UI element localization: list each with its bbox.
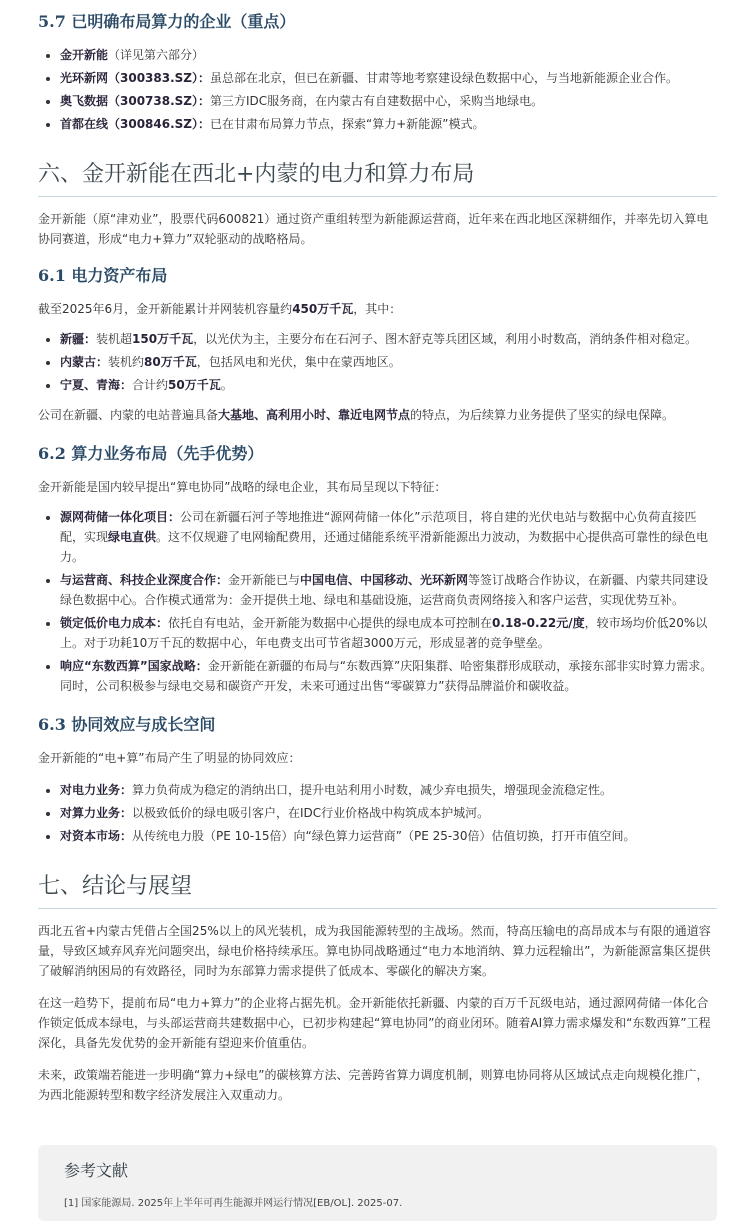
text-run: 等签订战略合作协议，在新疆、内蒙共同建设绿色数据中心。合作模式通常为：金开提供土地、绿电和基础设施，运营商负责网络接入和客户运营，实现优势互补。 xyxy=(60,573,709,607)
list-item xyxy=(60,91,717,111)
text-run: 合计约 xyxy=(132,378,169,392)
bold-text: 对电力业务： xyxy=(60,783,133,797)
text-run: 虽总部在北京，但已在新疆、甘肃等地考察建设绿色数据中心，与当地新能源企业合作。 xyxy=(210,71,679,85)
text-run: 算力负荷成为稳定的消纳出口，提升电站利用小时数，减少弃电损失，增强现金流稳定性。 xyxy=(132,783,613,797)
text-run: 装机超 xyxy=(96,332,133,346)
bold-text: 80万千瓦 xyxy=(144,355,197,369)
paragraph xyxy=(38,209,717,249)
list-item xyxy=(60,570,717,610)
text-run: ，以光伏为主，主要分布在石河子、图木舒克等兵团区域，利用小时数高，消纳条件相对稳定。 xyxy=(193,332,698,346)
paragraph xyxy=(38,477,717,497)
bold-text: 响应“东数西算”国家战略： xyxy=(60,659,208,673)
text-run: 。这不仅规避了电网输配费用，还通过储能系统平滑新能源出力波动，为数据中心提供高可靠性的绿色电力。 xyxy=(60,530,709,564)
subsection-heading: 6.1 电力资产布局 xyxy=(38,266,168,285)
text-run: 金开新能（原“津劝业”，股票代码600821）通过资产重组转型为新能源运营商，近年来在西北地区深耕细作，并率先切入算电协同赛道，形成“电力+算力”双轮驱动的战略格局。 xyxy=(38,212,709,246)
paragraph xyxy=(38,993,717,1053)
bold-text: 450万千瓦 xyxy=(292,302,354,316)
text-run: 未来，政策端若能进一步明确“算力+绿电”的碳核算方法、完善跨省算力调度机制，则算电协同将从区域试点走向规模化推广，为西北能源转型和数字经济发展注入双重动力。 xyxy=(38,1068,709,1102)
references-box xyxy=(38,1145,717,1221)
text-run: ，其中： xyxy=(353,302,402,316)
bold-text: 对资本市场： xyxy=(60,829,133,843)
article-content xyxy=(38,11,717,1105)
subsection-heading: 5.7 已明确布局算力的企业（重点） xyxy=(38,12,296,31)
paragraph xyxy=(38,748,717,768)
section-heading: 七、结论与展望 xyxy=(38,872,717,909)
text-run: 金开新能是国内较早提出“算电协同”战略的绿电企业，其布局呈现以下特征： xyxy=(38,480,447,494)
text-run: 在这一趋势下，提前布局“电力+算力”的企业将占据先机。金开新能依托新疆、内蒙的百万千瓦级电站，通过源网荷储一体化合作锁定低成本绿电，与头部运营商共建数据中心，已初步构建起“算电协同”的商业闭环。随着AI算力需求爆发和“东数西算”工程深化，具备先发优势的金开新能有望迎来价值重估。 xyxy=(38,996,711,1050)
bold-text: 0.18-0.22元/度 xyxy=(492,616,585,630)
list-item xyxy=(60,826,717,846)
bold-text: 中国电信、中国移动、光环新网 xyxy=(300,573,469,587)
references-title: 参考文献 xyxy=(64,1161,129,1180)
bold-text: 150万千瓦 xyxy=(132,332,194,346)
text-run: 金开新能的“电+算”布局产生了明显的协同效应： xyxy=(38,751,301,765)
paragraph xyxy=(38,405,717,425)
bullet-list xyxy=(38,507,717,696)
list-item xyxy=(60,803,717,823)
bold-text: 奥飞数据（300738.SZ）： xyxy=(60,94,211,108)
list-item xyxy=(60,329,717,349)
paragraph xyxy=(38,299,717,319)
paragraph xyxy=(38,1065,717,1105)
list-item xyxy=(60,45,717,65)
text-run: 西北五省+内蒙古凭借占全国25%以上的风光装机，成为我国能源转型的主战场。然而，特高压输电的高昂成本与有限的通道容量，导致区域弃风弃光问题突出，绿电价格持续承压。算电协同战略通过“电力本地消纳、算力远程输出”，为新能源富集区提供了破解消纳困局的有效路径，同时为东部算力需求提供了低成本、零碳化的解决方案。 xyxy=(38,924,711,978)
text-run: （详见第六部分） xyxy=(108,48,205,62)
bold-text: 首都在线（300846.SZ）： xyxy=(60,117,211,131)
subsection-heading: 6.3 协同效应与成长空间 xyxy=(38,715,216,734)
references-list xyxy=(64,1197,691,1211)
bullet-list xyxy=(38,45,717,134)
text-run: 公司在新疆、内蒙的电站普遍具备 xyxy=(38,408,219,422)
list-item xyxy=(60,352,717,372)
bold-text: 源网荷储一体化项目： xyxy=(60,510,181,524)
text-run: 第三方IDC服务商，在内蒙古有自建数据中心，采购当地绿电。 xyxy=(210,94,544,108)
text-run: ，包括风电和光伏，集中在蒙西地区。 xyxy=(196,355,401,369)
text-run: 截至2025年6月，金开新能累计并网装机容量约 xyxy=(38,302,293,316)
bold-text: 新疆： xyxy=(60,332,97,346)
text-run: 的特点，为后续算力业务提供了坚实的绿电保障。 xyxy=(410,408,675,422)
list-item xyxy=(60,780,717,800)
bold-text: 金开新能 xyxy=(60,48,109,62)
paragraph xyxy=(38,921,717,981)
list-item xyxy=(60,114,717,134)
bold-text: 锁定低价电力成本： xyxy=(60,616,169,630)
text-run: 公司在新疆石河子等地推进“源网荷储一体化”示范项目，将自建的光伏电站与数据中心负荷直接匹配，实现 xyxy=(60,510,697,544)
text-run: 以极致低价的绿电吸引客户，在IDC行业价格战中构筑成本护城河。 xyxy=(132,806,490,820)
text-run: 依托自有电站，金开新能为数据中心提供的绿电成本可控制在 xyxy=(168,616,493,630)
list-item xyxy=(60,507,717,567)
list-item xyxy=(60,375,717,395)
bold-text: 与运营商、科技企业深度合作： xyxy=(60,573,229,587)
bold-text: 对算力业务： xyxy=(60,806,133,820)
bullet-list xyxy=(38,329,717,395)
text-run: ，较市场均价低20%以上。对于功耗10万千瓦的数据中心，年电费支出可节省超3000万元，形成显著的竞争壁垒。 xyxy=(60,616,708,650)
list-item xyxy=(60,656,717,696)
document-body xyxy=(0,11,755,1221)
bold-text: 绿电直供 xyxy=(108,530,157,544)
text-run: 已在甘肃布局算力节点，探索“算力+新能源”模式。 xyxy=(210,117,485,131)
text-run: 金开新能在新疆的布局与“东数西算”庆阳集群、哈密集群形成联动，承接东部非实时算力需求。同时，公司积极参与绿电交易和碳资产开发，未来可通过出售“零碳算力”获得品牌溢价和碳收益。 xyxy=(60,659,713,693)
subsection-heading: 6.2 算力业务布局（先手优势） xyxy=(38,444,264,463)
text-run: 从传统电力股（PE 10-15倍）向“绿色算力运营商”（PE 25-30倍）估值切换，打开市值空间。 xyxy=(132,829,636,843)
bold-text: 光环新网（300383.SZ）： xyxy=(60,71,211,85)
text-run: 金开新能已与 xyxy=(228,573,301,587)
text-run: 。 xyxy=(220,378,233,392)
reference-item: [1] 国家能源局. 2025年上半年可再生能源并网运行情况[EB/OL]. 2025-07. xyxy=(64,1198,403,1209)
bold-text: 大基地、高利用小时、靠近电网节点 xyxy=(218,408,411,422)
bullet-list xyxy=(38,780,717,846)
section-heading: 六、金开新能在西北+内蒙的电力和算力布局 xyxy=(38,160,717,197)
list-item xyxy=(60,613,717,653)
bold-text: 50万千瓦 xyxy=(168,378,221,392)
bold-text: 内蒙古： xyxy=(60,355,109,369)
list-item xyxy=(60,68,717,88)
bold-text: 宁夏、青海： xyxy=(60,378,133,392)
text-run: 装机约 xyxy=(108,355,145,369)
